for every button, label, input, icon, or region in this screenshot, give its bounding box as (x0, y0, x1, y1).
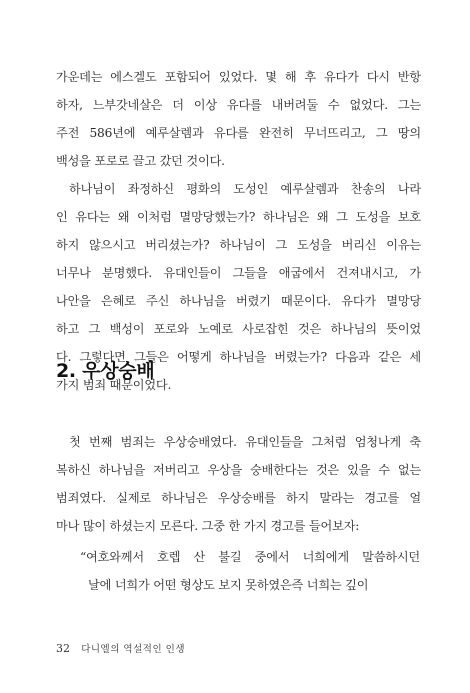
text-line: 가지 범죄 때문이었다. (56, 378, 172, 392)
text-line: 하고 그 백성이 포로와 노예로 사로잡힌 것은 하나님의 뜻이었 (56, 322, 421, 336)
text-line: 하자, 느부갓네살은 더 이상 유다를 내버려둘 수 없었다. 그는 (56, 98, 421, 112)
text-line: 백성을 포로로 끌고 갔던 것이다. (56, 154, 225, 168)
section-heading: 2. 우상숭배 (56, 360, 155, 382)
text-line: 주전 586년에 예루살렘과 유다를 완전히 무너뜨리고, 그 땅의 (56, 126, 421, 140)
running-title: 다니엘의 역설적인 인생 (81, 644, 185, 655)
text-line: 하지 않으시고 버리셨는가? 하나님이 그 도성을 버리신 이유는 (56, 238, 421, 252)
page-number: 32 (56, 642, 70, 655)
scripture-quote (80, 543, 420, 599)
paragraph-continuation (56, 63, 421, 175)
text-line: 첫 번째 범죄는 우상숭배였다. 유대인들을 그처럼 엄청나게 축 (69, 435, 421, 449)
text-line: 너무나 분명했다. 유대인들이 그들을 애굽에서 건져내시고, 가 (56, 266, 421, 280)
text-line: 복하신 하나님을 저버리고 우상을 숭배한다는 것은 있을 수 없는 (56, 463, 421, 477)
text-line: 나안을 은혜로 주신 하나님을 버렸기 때문이다. 유다가 멸망당 (56, 294, 421, 308)
page-footer (56, 641, 185, 655)
quote-line: “여호와께서 호렙 산 불길 중에서 너희에게 말씀하시던 (80, 550, 420, 564)
text-line: 다. 그렇다면 그들은 어떻게 하나님을 버렸는가? 다음과 같은 세 (56, 350, 421, 364)
text-line: 가운데는 에스겔도 포함되어 있었다. 몇 해 후 유다가 다시 반항 (56, 70, 421, 84)
text-line: 하나님이 좌정하신 평화의 도성인 예루살렘과 찬송의 나라 (69, 182, 421, 196)
text-line: 마나 많이 하셨는지 모른다. 그중 한 가지 경고를 들어보자: (56, 519, 360, 533)
text-line: 범죄였다. 실제로 하나님은 우상숭배를 하지 말라는 경고를 얼 (56, 491, 421, 505)
text-line: 인 유다는 왜 이처럼 멸망당했는가? 하나님은 왜 그 도성을 보호 (56, 210, 421, 224)
paragraph-idolatry (56, 428, 421, 540)
quote-line: 날에 너희가 어떤 형상도 보지 못하였은즉 너희는 깊이 (88, 578, 369, 592)
